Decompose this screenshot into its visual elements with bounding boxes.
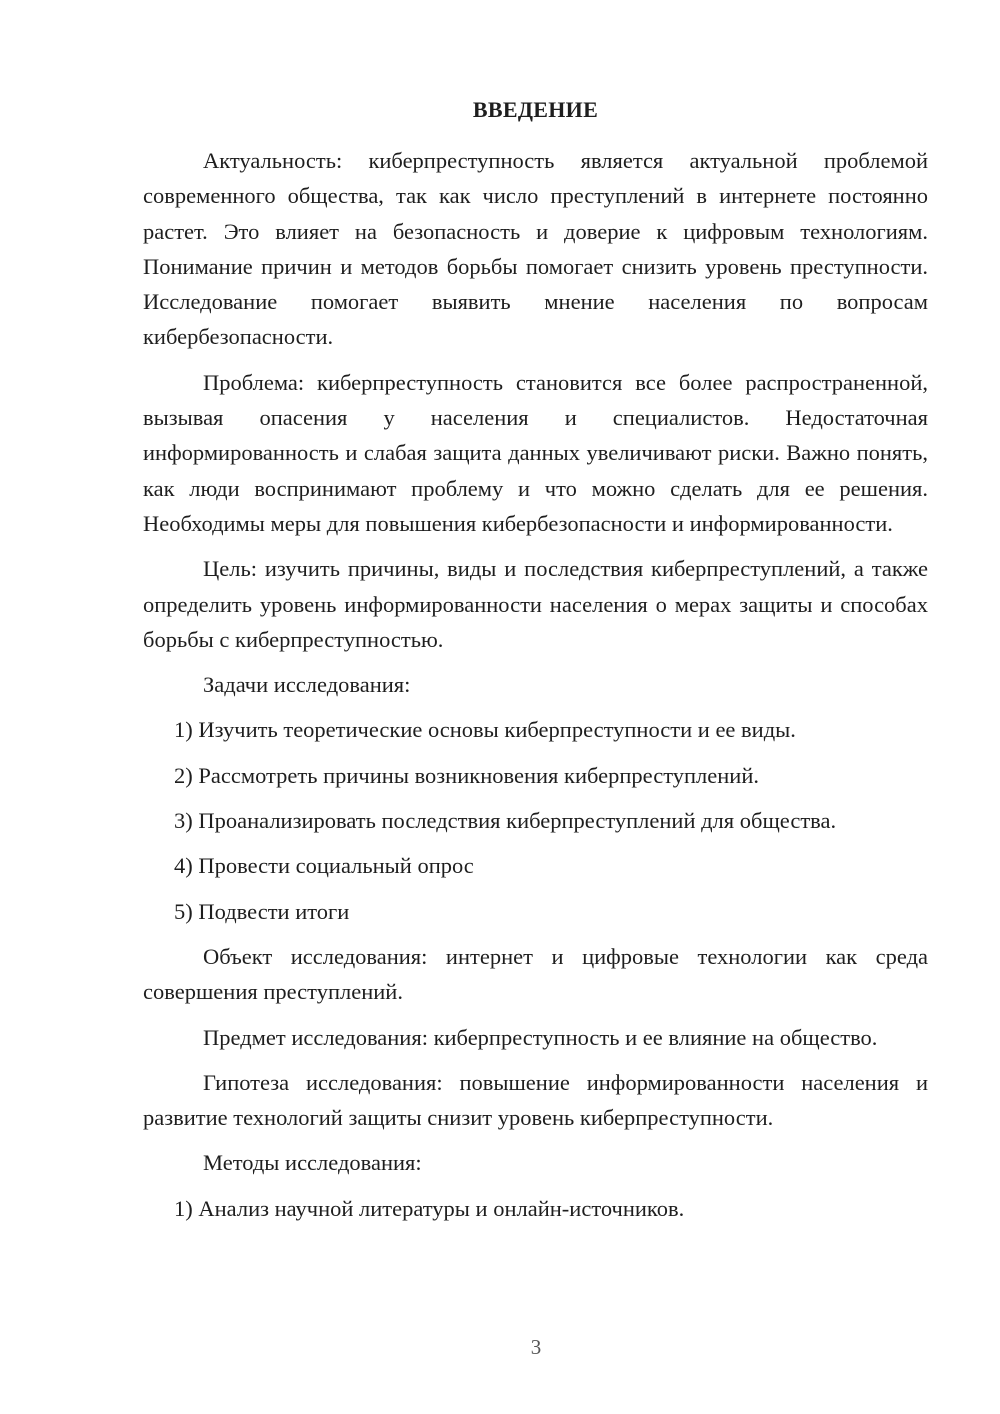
method-item-1: 1) Анализ научной литературы и онлайн-источников. <box>174 1195 685 1221</box>
paragraph-goal: Цель: изучить причины, виды и последствия киберпреступлений, а также определить уровень информированности населения о мерах защиты и способах борьбы с киберпреступностью. <box>143 556 928 652</box>
page-number: 3 <box>530 1335 542 1359</box>
methods-heading: Методы исследования: <box>203 1150 422 1176</box>
paragraph-subject: Предмет исследования: киберпреступность и ее влияние на общество. <box>203 1024 878 1050</box>
task-item-1: 1) Изучить теоретические основы киберпреступности и ее виды. <box>174 717 796 743</box>
page-title: ВВЕДЕНИЕ <box>472 97 599 122</box>
paragraph-problem: Проблема: киберпреступность становится все более распространенной, вызывая опасения у населения и специалистов. Недостаточная информированность и слабая защита данных увеличивают риски. Важно понять, как люди воспринимают проблему и что можно сделать для ее решения. Необходимы меры для повышения кибербезопасности и информированности. <box>143 369 928 536</box>
task-item-3: 3) Проанализировать последствия киберпреступлений для общества. <box>174 808 837 834</box>
tasks-heading: Задачи исследования: <box>203 672 411 698</box>
task-item-5: 5) Подвести итоги <box>174 898 350 924</box>
task-item-4: 4) Провести социальный опрос <box>174 853 474 879</box>
paragraph-hypothesis: Гипотеза исследования: повышение информированности населения и развитие технологий защиты снизит уровень киберпреступности. <box>143 1069 928 1131</box>
page-content <box>143 94 928 1236</box>
paragraph-object: Объект исследования: интернет и цифровые технологии как среда совершения преступлений. <box>143 943 928 1005</box>
paragraph-relevance: Актуальность: киберпреступность является актуальной проблемой современного общества, так как число преступлений в интернете постоянно растет. Это влияет на безопасность и доверие к цифровым технологиям. Понимание причин и методов борьбы помогает снизить уровень преступности. Исследование помогает выявить мнение населения по вопросам кибербезопасности. <box>143 148 928 350</box>
task-item-2: 2) Рассмотреть причины возникновения киберпреступлений. <box>174 762 759 788</box>
